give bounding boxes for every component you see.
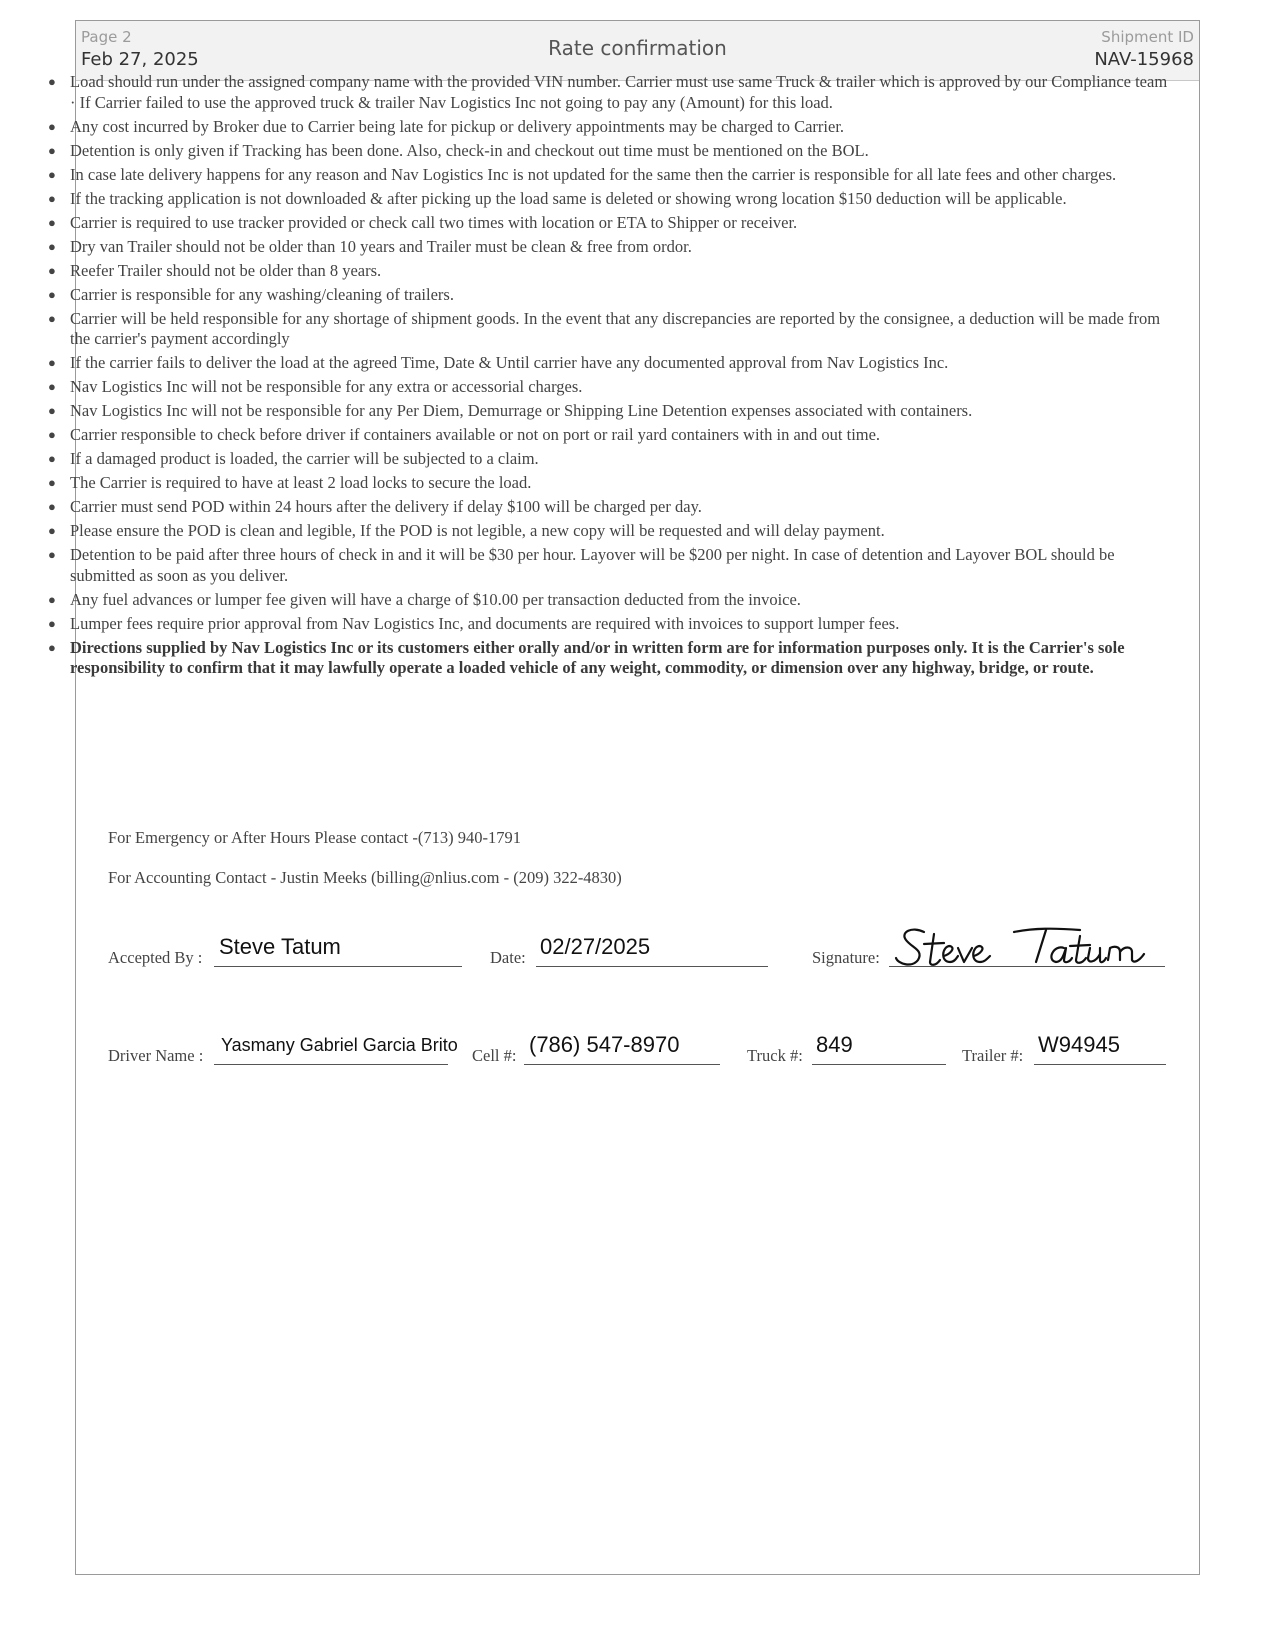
accepted-by-value: Steve Tatum: [219, 934, 341, 959]
emergency-contact: For Emergency or After Hours Please contact -(713) 940-1791: [108, 828, 521, 847]
accepted-by-line: [214, 966, 462, 967]
term-text: If a damaged product is loaded, the carrier will be subjected to a claim.: [70, 449, 539, 468]
term-text: Carrier is required to use tracker provided or check call two times with location or ETA to Shipper or receiver.: [70, 212, 798, 232]
driver-name-value: Yasmany Gabriel Garcia Brito: [221, 1035, 458, 1055]
term-text: Dry van Trailer should not be older than 10 years and Trailer must be clean & free from ordor.: [70, 236, 692, 256]
bullet-icon: ●: [48, 615, 56, 631]
term-text: Carrier responsible to check before driver if containers available or not on port or rail yard containers with in and out time.: [70, 425, 881, 444]
bullet-icon: ●: [48, 451, 56, 466]
accepted-by-label: Accepted By :: [108, 948, 203, 967]
term-text: Carrier is responsible for any washing/cleaning of trailers.: [70, 284, 454, 304]
cell-label: Cell #:: [472, 1046, 517, 1065]
bullet-icon: ●: [48, 403, 56, 418]
term-text: The Carrier is required to have at least 2 load locks to secure the load.: [70, 473, 532, 492]
term-item: [48, 188, 1170, 210]
term-text: Any cost incurred by Broker due to Carrier being late for pickup or delivery appointments may be charged to Carrier.: [70, 116, 845, 136]
term-text: If the tracking application is not downloaded & after picking up the load same is deleted or showing wrong location $150 deduction will be applicable.: [70, 188, 1067, 208]
term-item-bold: [48, 637, 1170, 679]
term-item: [48, 308, 1170, 350]
date-label: Date:: [490, 948, 526, 967]
term-item: [48, 284, 1170, 306]
term-item: [48, 353, 1170, 374]
date-line: [536, 966, 768, 967]
cell-value: (786) 547-8970: [529, 1032, 680, 1057]
driver-name-label: Driver Name :: [108, 1046, 204, 1065]
term-item: [48, 212, 1170, 234]
trailer-value: W94945: [1038, 1032, 1120, 1057]
term-text: In case late delivery happens for any reason and Nav Logistics Inc is not updated for the same then the carrier is responsible for all late fees and other charges.: [70, 164, 1117, 184]
bullet-icon: ●: [48, 142, 56, 158]
term-text: Detention to be paid after three hours of check in and it will be $30 per hour. Layover will be $200 per night. In case of detention and Layover BOL should be submitted as soon as you deliver.: [70, 545, 1115, 585]
bullet-icon: ●: [48, 214, 56, 230]
term-item: [48, 72, 1170, 113]
header-right: [1094, 27, 1194, 73]
term-item: [48, 401, 1170, 422]
bullet-icon: ●: [48, 74, 56, 89]
term-text: Nav Logistics Inc will not be responsible for any extra or accessorial charges.: [70, 377, 583, 396]
term-text: Carrier must send POD within 24 hours after the delivery if delay $100 will be charged per day.: [70, 497, 702, 516]
term-item: [48, 164, 1170, 186]
truck-line: [812, 1064, 946, 1065]
term-text: Any fuel advances or lumper fee given will have a charge of $10.00 per transaction deducted from the invoice.: [70, 589, 801, 609]
term-item: [48, 377, 1170, 398]
signature-label: Signature:: [812, 948, 880, 967]
bullet-icon: ●: [48, 310, 56, 326]
trailer-label: Trailer #:: [962, 1046, 1024, 1065]
term-text: Detention is only given if Tracking has been done. Also, check-in and checkout out time must be mentioned on the BOL.: [70, 140, 869, 160]
bullet-icon: ●: [48, 427, 56, 442]
bullet-icon: ●: [48, 166, 56, 182]
bullet-icon: ●: [48, 286, 56, 302]
shipment-id-label: Shipment ID: [1101, 28, 1194, 46]
term-item: [48, 473, 1170, 494]
term-text: Nav Logistics Inc will not be responsible for any Per Diem, Demurrage or Shipping Line Detention expenses associated with containers.: [70, 401, 973, 420]
term-text: Carrier will be held responsible for any shortage of shipment goods. In the event that any discrepancies are reported by the consignee, a deduction will be made from the carrier's payment accordingly: [70, 308, 1161, 348]
bullet-icon: ●: [48, 591, 56, 607]
term-text: Lumper fees require prior approval from Nav Logistics Inc, and documents are required with invoices to support lumper fees.: [70, 613, 900, 633]
bullet-icon: ●: [48, 238, 56, 254]
term-item: [48, 236, 1170, 258]
bullet-icon: ●: [48, 475, 56, 490]
shipment-id: NAV-15968: [1094, 49, 1194, 70]
bullet-icon: ●: [48, 190, 56, 206]
document-title: Rate confirmation: [548, 36, 727, 60]
bullet-icon: ●: [48, 118, 56, 134]
bullet-icon: ●: [48, 379, 56, 394]
term-text: Load should run under the assigned company name with the provided VIN number. Carrier must use same Truck & trailer which is approved by our Compliance team · If Carrier failed to use the approved truck & trailer Nav Logistics Inc not going to pay any (Amount) for this load.: [70, 72, 1168, 112]
term-item: [48, 589, 1170, 611]
truck-label: Truck #:: [747, 1046, 803, 1065]
driver-name-line: [214, 1064, 448, 1065]
term-item: [48, 260, 1170, 282]
truck-value: 849: [816, 1032, 853, 1057]
term-text: Reefer Trailer should not be older than 8 years.: [70, 260, 382, 280]
accounting-contact: For Accounting Contact - Justin Meeks (billing@nlius.com - (209) 322-4830): [108, 868, 622, 887]
term-item: [48, 425, 1170, 446]
terms-list: [48, 72, 1170, 682]
term-text: Directions supplied by Nav Logistics Inc or its customers either orally and/or in written form are for information purposes only. It is the Carrier's sole responsibility to confirm that it may lawfully operate a loaded vehicle of any weight, commodity, or dimension over any highway, bridge, or route.: [70, 637, 1125, 677]
term-item: [48, 521, 1170, 542]
cell-line: [524, 1064, 720, 1065]
trailer-line: [1034, 1064, 1166, 1065]
signature-image: [894, 924, 1154, 970]
term-item: [48, 497, 1170, 518]
term-item: [48, 449, 1170, 470]
term-text: Please ensure the POD is clean and legible, If the POD is not legible, a new copy will be requested and will delay payment.: [70, 521, 885, 540]
term-item: [48, 116, 1170, 138]
bullet-icon: ●: [48, 547, 56, 562]
page-number: Page 2: [81, 28, 132, 46]
term-text: If the carrier fails to deliver the load at the agreed Time, Date & Until carrier have any documented approval from Nav Logistics Inc.: [70, 353, 949, 372]
date-value: 02/27/2025: [540, 934, 651, 959]
bullet-icon: ●: [48, 639, 56, 655]
header-date: Feb 27, 2025: [81, 49, 199, 70]
bullet-icon: ●: [48, 355, 56, 370]
term-item: [48, 613, 1170, 635]
term-item: [48, 545, 1170, 586]
bullet-icon: ●: [48, 523, 56, 538]
bullet-icon: ●: [48, 262, 56, 278]
bullet-icon: ●: [48, 499, 56, 514]
term-item: [48, 140, 1170, 162]
